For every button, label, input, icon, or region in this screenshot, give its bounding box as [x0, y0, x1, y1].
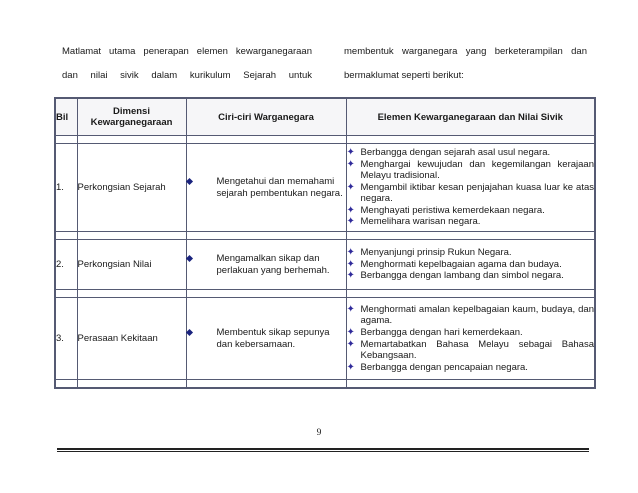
cell-ciri	[186, 298, 346, 380]
four-point-star-bullet-icon: ✦	[346, 258, 355, 270]
intro-line: Matlamat utama penerapan elemen kewarganegaraan	[62, 46, 312, 57]
header-ciri: Ciri-ciri Warganegara	[186, 98, 346, 136]
ciri-item	[187, 327, 346, 351]
cell-dimensi: Perkongsian Nilai	[77, 240, 186, 290]
row-spacer	[55, 232, 595, 240]
cell-ciri	[186, 240, 346, 290]
header-bil: Bil	[55, 98, 77, 136]
four-point-star-bullet-icon: ✦	[346, 158, 355, 170]
table-row	[55, 240, 595, 290]
elemen-item	[347, 339, 595, 362]
footer-rule	[57, 448, 589, 450]
cell-dimensi: Perasaan Kekitaan	[77, 298, 186, 380]
footer-rule	[57, 451, 589, 452]
spacer-cell	[77, 232, 186, 240]
cell-ciri	[186, 144, 346, 232]
elemen-text: Berbangga dengan hari kemerdekaan.	[360, 326, 523, 338]
four-point-star-bullet-icon: ✦	[346, 181, 355, 193]
ciri-list	[187, 176, 346, 200]
four-point-star-bullet-icon: ✦	[346, 338, 355, 350]
spacer-cell	[55, 232, 77, 240]
cell-elemen	[346, 298, 595, 380]
elemen-text: Berbangga dengan sejarah asal usul negara.	[360, 146, 551, 158]
elemen-item	[347, 182, 595, 205]
spacer-cell	[186, 232, 346, 240]
header-dimensi: Dimensi Kewarganegaraan	[77, 98, 186, 136]
elemen-item	[347, 205, 595, 217]
spacer-cell	[186, 290, 346, 298]
elemen-text: Memartabatkan Bahasa Melayu sebagai Bahasa Kebangsaan.	[360, 338, 594, 362]
elemen-text: Menghormati kepelbagaian agama dan budaya.	[360, 258, 562, 270]
intro-line: dan nilai sivik dalam kurikulum Sejarah untuk	[62, 70, 312, 81]
cell-elemen	[346, 240, 595, 290]
ciri-text: Mengetahui dan memahami sejarah pembentukan negara.	[216, 175, 343, 199]
elemen-item	[347, 216, 595, 228]
elemen-text: Berbangga dengan pencapaian negara.	[360, 361, 528, 373]
spacer-cell	[346, 290, 595, 298]
elemen-text: Mengambil iktibar kesan penjajahan kuasa luar ke atas negara.	[360, 181, 594, 205]
elemen-list	[347, 304, 595, 374]
four-point-star-bullet-icon: ✦	[346, 204, 355, 216]
elemen-text: Menghayati peristiwa kemerdekaan negara.	[360, 204, 545, 216]
four-point-star-bullet-icon: ✦	[346, 303, 355, 315]
table-row	[55, 144, 595, 232]
intro-paragraph-right	[344, 40, 587, 88]
spacer-cell	[346, 380, 595, 389]
diamond-bullet-icon	[185, 328, 192, 335]
four-point-star-bullet-icon: ✦	[346, 247, 355, 259]
elemen-item	[347, 304, 595, 327]
row-spacer	[55, 136, 595, 144]
intro-paragraph-left	[62, 40, 312, 88]
elemen-item	[347, 327, 595, 339]
ciri-text: Mengamalkan sikap dan perlakuan yang berhemah.	[216, 252, 330, 276]
diamond-bullet-icon	[185, 177, 192, 184]
four-point-star-bullet-icon: ✦	[346, 216, 355, 228]
elemen-text: Menghormati amalan kepelbagaian kaum, budaya, dan agama.	[360, 303, 594, 327]
four-point-star-bullet-icon: ✦	[346, 146, 355, 158]
elemen-item	[347, 259, 595, 271]
ciri-item	[187, 253, 346, 277]
spacer-cell	[55, 136, 77, 144]
row-spacer	[55, 380, 595, 389]
cell-elemen	[346, 144, 595, 232]
four-point-star-bullet-icon: ✦	[346, 270, 355, 282]
elemen-list	[347, 147, 595, 228]
elemen-item	[347, 159, 595, 182]
spacer-cell	[346, 136, 595, 144]
spacer-cell	[55, 380, 77, 389]
ciri-text: Membentuk sikap sepunya dan kebersamaan.	[216, 326, 330, 350]
elemen-list	[347, 247, 595, 282]
spacer-cell	[77, 290, 186, 298]
ciri-list	[187, 253, 346, 277]
spacer-cell	[55, 290, 77, 298]
elemen-text: Menghargai kewujudan dan kegemilangan kerajaan Melayu tradisional.	[360, 158, 594, 182]
citizenship-table	[54, 97, 596, 389]
spacer-cell	[186, 380, 346, 389]
page-number: 9	[316, 428, 322, 438]
cell-bil: 2.	[55, 240, 77, 290]
elemen-item	[347, 270, 595, 282]
intro-line: bermaklumat seperti berikut:	[344, 70, 464, 81]
elemen-item	[347, 147, 595, 159]
elemen-text: Memelihara warisan negara.	[360, 216, 481, 228]
cell-dimensi: Perkongsian Sejarah	[77, 144, 186, 232]
elemen-text: Menyanjungi prinsip Rukun Negara.	[360, 247, 512, 259]
header-elemen: Elemen Kewarganegaraan dan Nilai Sivik	[346, 98, 595, 136]
cell-bil: 1.	[55, 144, 77, 232]
spacer-cell	[77, 380, 186, 389]
elemen-item	[347, 247, 595, 259]
diamond-bullet-icon	[185, 254, 192, 261]
intro-line: membentuk warganegara yang berketerampilan dan	[344, 46, 587, 57]
table-row	[55, 298, 595, 380]
spacer-cell	[186, 136, 346, 144]
row-spacer	[55, 290, 595, 298]
ciri-list	[187, 327, 346, 351]
cell-bil: 3.	[55, 298, 77, 380]
elemen-text: Berbangga dengan lambang dan simbol negara.	[360, 270, 564, 282]
ciri-item	[187, 176, 346, 200]
four-point-star-bullet-icon: ✦	[346, 326, 355, 338]
table-header-row	[55, 98, 595, 136]
spacer-cell	[77, 136, 186, 144]
four-point-star-bullet-icon: ✦	[346, 361, 355, 373]
spacer-cell	[346, 232, 595, 240]
elemen-item	[347, 362, 595, 374]
